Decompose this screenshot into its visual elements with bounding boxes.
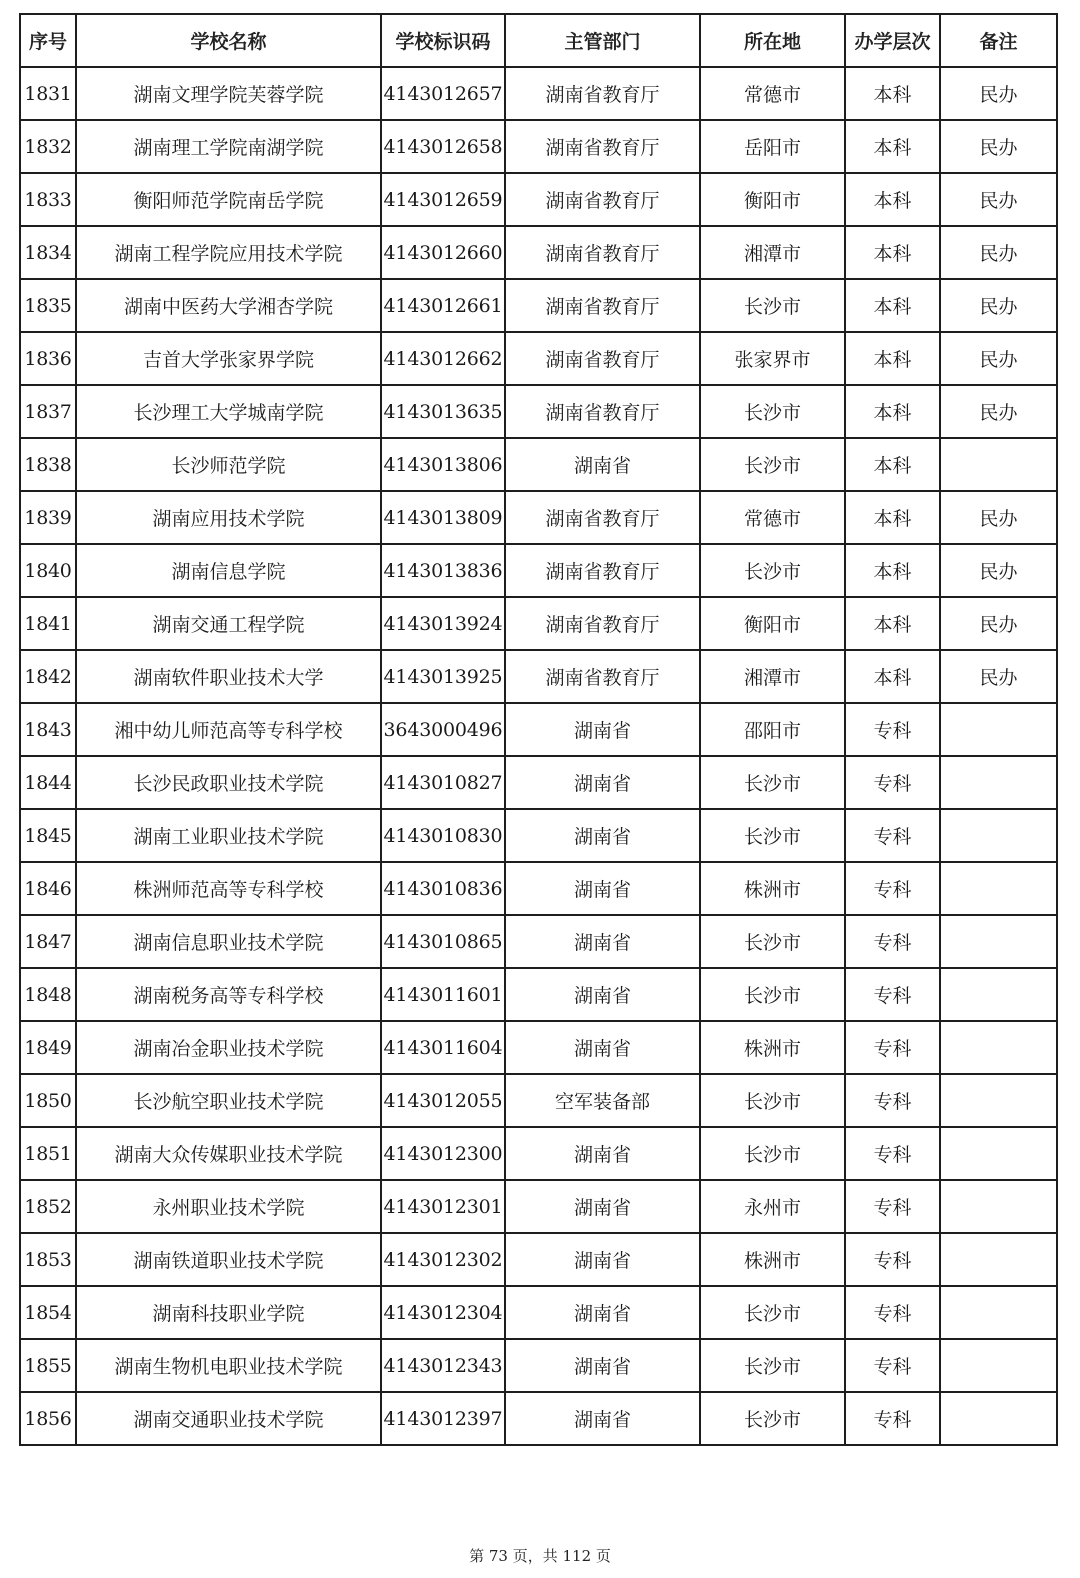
cell-school-name: 湖南软件职业技术大学	[76, 650, 381, 703]
cell-location: 长沙市	[700, 544, 845, 597]
cell-location: 邵阳市	[700, 703, 845, 756]
cell-index: 1844	[20, 756, 76, 809]
cell-index: 1839	[20, 491, 76, 544]
cell-index: 1837	[20, 385, 76, 438]
cell-location: 常德市	[700, 67, 845, 120]
cell-level: 本科	[845, 226, 940, 279]
cell-school-name: 长沙航空职业技术学院	[76, 1074, 381, 1127]
cell-remarks	[940, 1339, 1057, 1392]
cell-school-name: 永州职业技术学院	[76, 1180, 381, 1233]
cell-level: 专科	[845, 703, 940, 756]
cell-school-name: 湖南信息学院	[76, 544, 381, 597]
cell-location: 长沙市	[700, 1392, 845, 1445]
cell-level: 本科	[845, 438, 940, 491]
table-row	[20, 1392, 1057, 1445]
header-school-code: 学校标识码	[381, 14, 505, 67]
cell-level: 专科	[845, 1339, 940, 1392]
cell-level: 专科	[845, 756, 940, 809]
cell-school-name: 湖南交通工程学院	[76, 597, 381, 650]
cell-location: 长沙市	[700, 1286, 845, 1339]
cell-level: 专科	[845, 1021, 940, 1074]
cell-remarks	[940, 1180, 1057, 1233]
cell-index: 1835	[20, 279, 76, 332]
cell-school-code: 4143013809	[381, 491, 505, 544]
cell-department: 湖南省教育厅	[505, 544, 700, 597]
table-row	[20, 173, 1057, 226]
table-row	[20, 1127, 1057, 1180]
cell-school-code: 4143013806	[381, 438, 505, 491]
cell-school-code: 4143012659	[381, 173, 505, 226]
cell-index: 1840	[20, 544, 76, 597]
table-row	[20, 650, 1057, 703]
cell-school-name: 长沙师范学院	[76, 438, 381, 491]
cell-school-name: 湖南信息职业技术学院	[76, 915, 381, 968]
cell-location: 长沙市	[700, 809, 845, 862]
cell-level: 本科	[845, 120, 940, 173]
cell-level: 本科	[845, 385, 940, 438]
cell-remarks: 民办	[940, 120, 1057, 173]
cell-index: 1849	[20, 1021, 76, 1074]
table-row	[20, 491, 1057, 544]
table-header-row	[20, 14, 1057, 67]
cell-level: 专科	[845, 1074, 940, 1127]
school-table	[19, 13, 1058, 1446]
table-body	[20, 67, 1057, 1445]
cell-department: 湖南省	[505, 756, 700, 809]
table-row	[20, 279, 1057, 332]
cell-index: 1856	[20, 1392, 76, 1445]
cell-school-name: 衡阳师范学院南岳学院	[76, 173, 381, 226]
cell-school-code: 4143012301	[381, 1180, 505, 1233]
cell-department: 湖南省	[505, 1392, 700, 1445]
cell-remarks: 民办	[940, 544, 1057, 597]
cell-remarks: 民办	[940, 650, 1057, 703]
cell-department: 湖南省	[505, 1233, 700, 1286]
table-row	[20, 809, 1057, 862]
cell-department: 湖南省	[505, 968, 700, 1021]
cell-level: 本科	[845, 491, 940, 544]
cell-remarks	[940, 915, 1057, 968]
cell-department: 湖南省教育厅	[505, 597, 700, 650]
cell-department: 湖南省教育厅	[505, 491, 700, 544]
table-row	[20, 756, 1057, 809]
cell-school-code: 4143013836	[381, 544, 505, 597]
cell-school-name: 湖南冶金职业技术学院	[76, 1021, 381, 1074]
cell-school-code: 4143013635	[381, 385, 505, 438]
cell-location: 长沙市	[700, 1339, 845, 1392]
cell-department: 湖南省教育厅	[505, 650, 700, 703]
cell-school-name: 湖南科技职业学院	[76, 1286, 381, 1339]
cell-location: 常德市	[700, 491, 845, 544]
cell-remarks: 民办	[940, 226, 1057, 279]
cell-level: 本科	[845, 279, 940, 332]
table-row	[20, 1180, 1057, 1233]
cell-index: 1833	[20, 173, 76, 226]
cell-location: 衡阳市	[700, 173, 845, 226]
cell-location: 长沙市	[700, 438, 845, 491]
cell-level: 专科	[845, 968, 940, 1021]
cell-index: 1848	[20, 968, 76, 1021]
table-row	[20, 1074, 1057, 1127]
cell-school-code: 4143011601	[381, 968, 505, 1021]
cell-school-name: 湖南大众传媒职业技术学院	[76, 1127, 381, 1180]
cell-index: 1855	[20, 1339, 76, 1392]
cell-school-code: 4143011604	[381, 1021, 505, 1074]
header-level: 办学层次	[845, 14, 940, 67]
table-row	[20, 968, 1057, 1021]
table-row	[20, 226, 1057, 279]
cell-department: 湖南省	[505, 703, 700, 756]
header-school-name: 学校名称	[76, 14, 381, 67]
table-row	[20, 438, 1057, 491]
cell-school-name: 湖南工程学院应用技术学院	[76, 226, 381, 279]
cell-school-code: 4143010865	[381, 915, 505, 968]
cell-remarks	[940, 968, 1057, 1021]
cell-remarks: 民办	[940, 67, 1057, 120]
cell-school-name: 湖南交通职业技术学院	[76, 1392, 381, 1445]
cell-level: 专科	[845, 915, 940, 968]
cell-department: 湖南省	[505, 1021, 700, 1074]
table-row	[20, 385, 1057, 438]
cell-school-code: 4143012657	[381, 67, 505, 120]
cell-index: 1854	[20, 1286, 76, 1339]
cell-school-name: 湖南铁道职业技术学院	[76, 1233, 381, 1286]
cell-remarks	[940, 703, 1057, 756]
cell-location: 长沙市	[700, 1074, 845, 1127]
cell-department: 湖南省教育厅	[505, 332, 700, 385]
cell-level: 专科	[845, 862, 940, 915]
cell-remarks	[940, 1074, 1057, 1127]
cell-school-code: 4143013925	[381, 650, 505, 703]
cell-level: 专科	[845, 1392, 940, 1445]
cell-department: 湖南省教育厅	[505, 385, 700, 438]
cell-index: 1851	[20, 1127, 76, 1180]
cell-school-name: 湖南理工学院南湖学院	[76, 120, 381, 173]
table-row	[20, 597, 1057, 650]
cell-department: 空军装备部	[505, 1074, 700, 1127]
cell-remarks	[940, 756, 1057, 809]
cell-location: 长沙市	[700, 756, 845, 809]
cell-department: 湖南省	[505, 1180, 700, 1233]
table-row	[20, 120, 1057, 173]
cell-location: 长沙市	[700, 279, 845, 332]
cell-remarks	[940, 1021, 1057, 1074]
cell-index: 1842	[20, 650, 76, 703]
table-row	[20, 862, 1057, 915]
table-row	[20, 915, 1057, 968]
cell-location: 长沙市	[700, 915, 845, 968]
cell-level: 本科	[845, 67, 940, 120]
cell-location: 张家界市	[700, 332, 845, 385]
cell-location: 长沙市	[700, 968, 845, 1021]
cell-school-name: 吉首大学张家界学院	[76, 332, 381, 385]
table-row	[20, 1286, 1057, 1339]
cell-school-name: 长沙理工大学城南学院	[76, 385, 381, 438]
cell-index: 1841	[20, 597, 76, 650]
cell-school-code: 4143012662	[381, 332, 505, 385]
cell-department: 湖南省教育厅	[505, 226, 700, 279]
cell-school-code: 4143012661	[381, 279, 505, 332]
cell-department: 湖南省教育厅	[505, 67, 700, 120]
cell-index: 1845	[20, 809, 76, 862]
cell-location: 永州市	[700, 1180, 845, 1233]
cell-remarks	[940, 1286, 1057, 1339]
cell-school-code: 4143013924	[381, 597, 505, 650]
cell-level: 本科	[845, 332, 940, 385]
cell-school-code: 3643000496	[381, 703, 505, 756]
header-location: 所在地	[700, 14, 845, 67]
cell-index: 1834	[20, 226, 76, 279]
cell-school-name: 湖南税务高等专科学校	[76, 968, 381, 1021]
cell-department: 湖南省	[505, 1339, 700, 1392]
cell-index: 1843	[20, 703, 76, 756]
cell-location: 衡阳市	[700, 597, 845, 650]
cell-location: 岳阳市	[700, 120, 845, 173]
cell-school-name: 湖南工业职业技术学院	[76, 809, 381, 862]
cell-department: 湖南省	[505, 915, 700, 968]
cell-level: 专科	[845, 809, 940, 862]
cell-remarks: 民办	[940, 491, 1057, 544]
page-footer: 第 73 页，共 112 页	[469, 1547, 611, 1565]
cell-location: 湘潭市	[700, 650, 845, 703]
cell-school-code: 4143012055	[381, 1074, 505, 1127]
cell-remarks	[940, 1233, 1057, 1286]
cell-location: 株洲市	[700, 862, 845, 915]
table-row	[20, 332, 1057, 385]
cell-school-code: 4143012660	[381, 226, 505, 279]
cell-level: 专科	[845, 1286, 940, 1339]
cell-school-code: 4143012304	[381, 1286, 505, 1339]
cell-level: 本科	[845, 544, 940, 597]
cell-department: 湖南省	[505, 1127, 700, 1180]
cell-school-name: 株洲师范高等专科学校	[76, 862, 381, 915]
cell-school-code: 4143010830	[381, 809, 505, 862]
table-row	[20, 703, 1057, 756]
cell-school-name: 湖南生物机电职业技术学院	[76, 1339, 381, 1392]
cell-index: 1850	[20, 1074, 76, 1127]
cell-school-code: 4143012343	[381, 1339, 505, 1392]
table-row	[20, 1021, 1057, 1074]
cell-index: 1853	[20, 1233, 76, 1286]
cell-remarks: 民办	[940, 597, 1057, 650]
cell-department: 湖南省	[505, 1286, 700, 1339]
table-row	[20, 1339, 1057, 1392]
cell-department: 湖南省	[505, 809, 700, 862]
cell-department: 湖南省教育厅	[505, 120, 700, 173]
cell-level: 专科	[845, 1233, 940, 1286]
cell-location: 长沙市	[700, 1127, 845, 1180]
cell-index: 1846	[20, 862, 76, 915]
cell-school-code: 4143012300	[381, 1127, 505, 1180]
cell-index: 1831	[20, 67, 76, 120]
cell-school-code: 4143012658	[381, 120, 505, 173]
cell-school-name: 湖南应用技术学院	[76, 491, 381, 544]
cell-school-name: 湖南中医药大学湘杏学院	[76, 279, 381, 332]
cell-school-name: 湖南文理学院芙蓉学院	[76, 67, 381, 120]
cell-location: 株洲市	[700, 1233, 845, 1286]
header-remarks: 备注	[940, 14, 1057, 67]
cell-school-name: 长沙民政职业技术学院	[76, 756, 381, 809]
cell-remarks	[940, 1392, 1057, 1445]
cell-school-code: 4143010836	[381, 862, 505, 915]
cell-index: 1847	[20, 915, 76, 968]
cell-department: 湖南省教育厅	[505, 173, 700, 226]
cell-department: 湖南省	[505, 438, 700, 491]
header-department: 主管部门	[505, 14, 700, 67]
cell-level: 专科	[845, 1127, 940, 1180]
cell-remarks	[940, 1127, 1057, 1180]
cell-department: 湖南省	[505, 862, 700, 915]
header-index: 序号	[20, 14, 76, 67]
cell-level: 本科	[845, 597, 940, 650]
cell-remarks	[940, 809, 1057, 862]
table-row	[20, 544, 1057, 597]
cell-location: 长沙市	[700, 385, 845, 438]
cell-remarks: 民办	[940, 173, 1057, 226]
cell-remarks: 民办	[940, 332, 1057, 385]
cell-school-code: 4143012302	[381, 1233, 505, 1286]
cell-school-code: 4143010827	[381, 756, 505, 809]
cell-location: 湘潭市	[700, 226, 845, 279]
cell-level: 本科	[845, 173, 940, 226]
cell-index: 1832	[20, 120, 76, 173]
cell-school-name: 湘中幼儿师范高等专科学校	[76, 703, 381, 756]
cell-index: 1838	[20, 438, 76, 491]
cell-remarks: 民办	[940, 279, 1057, 332]
table-row	[20, 1233, 1057, 1286]
cell-remarks	[940, 862, 1057, 915]
cell-school-code: 4143012397	[381, 1392, 505, 1445]
cell-remarks	[940, 438, 1057, 491]
table-row	[20, 67, 1057, 120]
cell-location: 株洲市	[700, 1021, 845, 1074]
cell-index: 1836	[20, 332, 76, 385]
cell-department: 湖南省教育厅	[505, 279, 700, 332]
cell-level: 专科	[845, 1180, 940, 1233]
cell-index: 1852	[20, 1180, 76, 1233]
cell-level: 本科	[845, 650, 940, 703]
cell-remarks: 民办	[940, 385, 1057, 438]
